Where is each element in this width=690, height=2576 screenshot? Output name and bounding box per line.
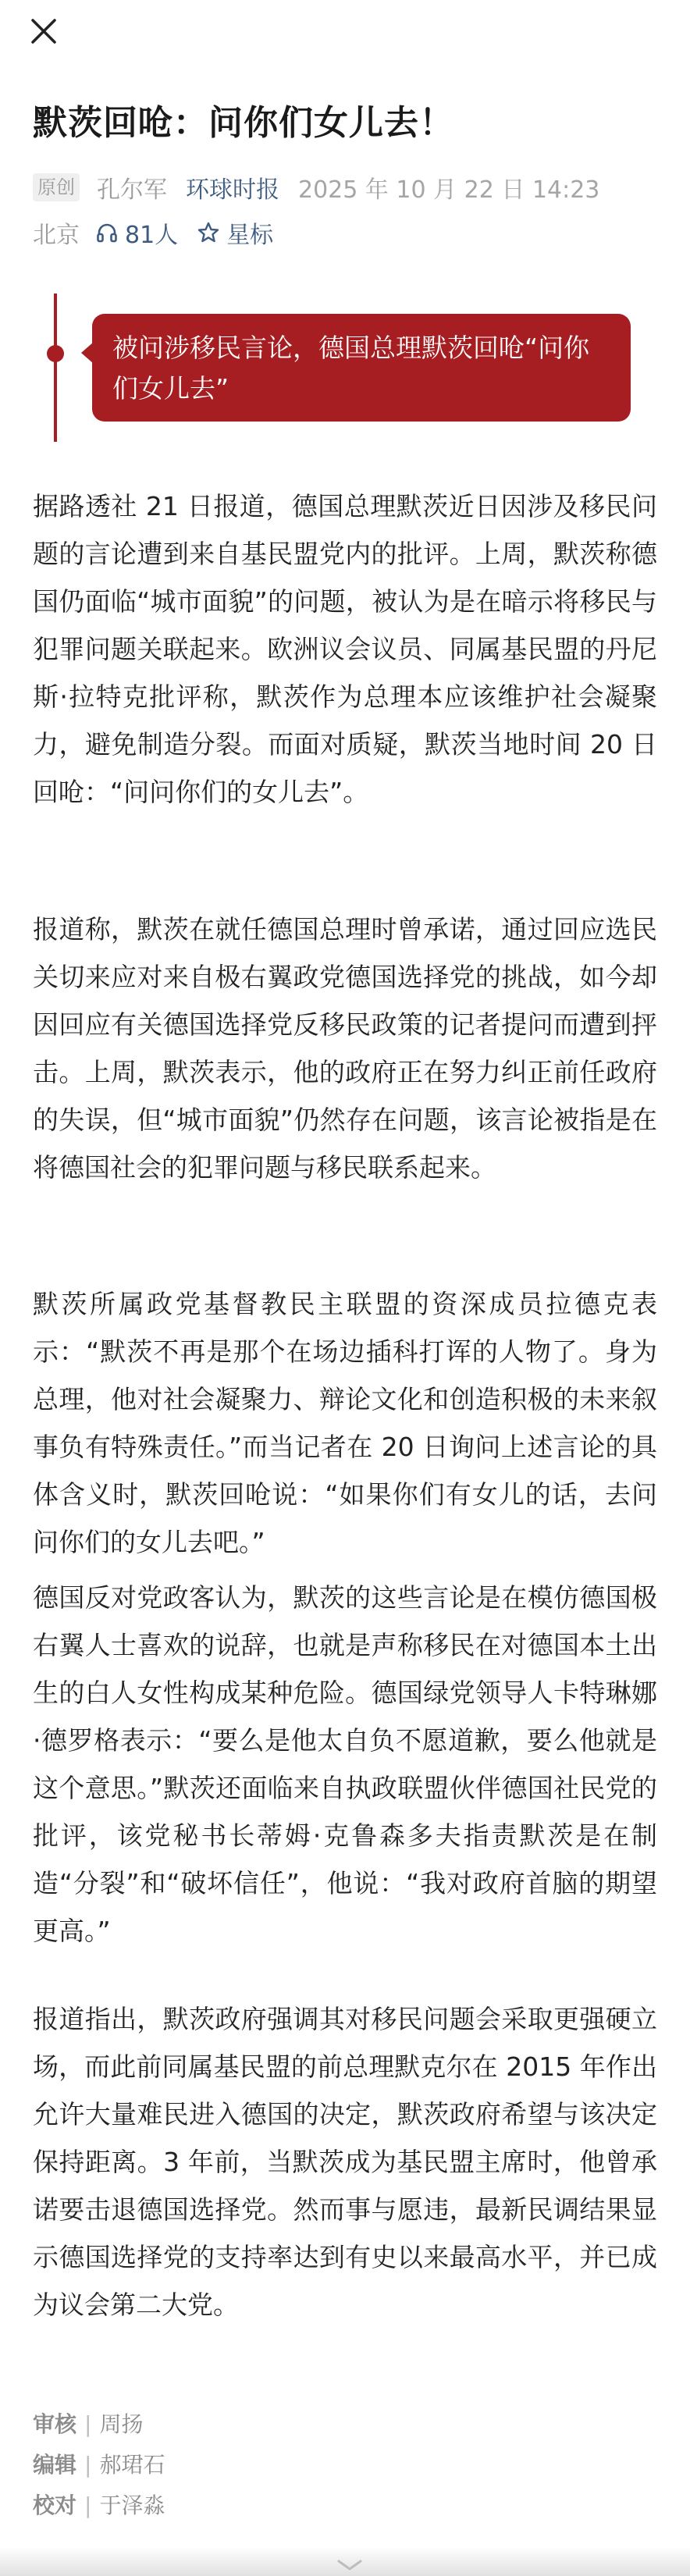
summary-timeline-line <box>54 294 57 442</box>
author-name: 孔尔军 <box>97 176 167 204</box>
location: 北京 <box>33 222 80 249</box>
headphones-icon <box>95 221 119 244</box>
editor-credits <box>33 2404 501 2526</box>
credit-separator: | <box>84 2411 92 2437</box>
article-meta-secondary <box>33 215 673 250</box>
original-badge: 原创 <box>33 173 80 201</box>
star-icon <box>197 221 220 244</box>
source-account-link[interactable]: 环球时报 <box>186 176 279 204</box>
credit-label: 编辑 <box>33 2452 77 2478</box>
chevron-down-icon[interactable] <box>326 2554 373 2576</box>
publish-time: 2025 年 10 月 22 日 14:23 <box>298 176 600 204</box>
listen-button[interactable] <box>95 215 178 250</box>
credit-name: 郝珺石 <box>99 2452 165 2478</box>
credit-editor <box>33 2445 501 2485</box>
star-label: 星标 <box>226 222 274 249</box>
article-paragraph-1: 据路透社 21 日报道，德国总理默茨近日因涉及移民问题的言论遭到来自基民盟党内的批评。上周，默茨称德国仍面临“城市面貌”的问题，被认为是在暗示将移民与犯罪问题关联起来。欧洲议会议员、同属基民盟的丹尼斯·拉特克批评称，默茨作为总理本应该维护社会凝聚力，避免制造分裂。而面对质疑，默茨当地时间 20 日回呛：“问问你们的女儿去”。 <box>33 491 657 807</box>
article-summary: 被问涉移民言论，德国总理默茨回呛“问你们女儿去” <box>92 314 631 422</box>
credit-label: 审核 <box>33 2411 77 2437</box>
credit-name: 于泽淼 <box>99 2492 165 2518</box>
summary-timeline-dot <box>47 345 64 362</box>
close-button[interactable] <box>27 14 61 48</box>
article-meta <box>33 170 673 205</box>
top-bar <box>0 0 690 62</box>
star-button[interactable] <box>197 215 273 250</box>
listener-count: 81人 <box>125 222 179 249</box>
close-icon[interactable] <box>30 17 58 45</box>
credit-label: 校对 <box>33 2492 77 2518</box>
article-paragraph-3: 默茨所属政党基督教民主联盟的资深成员拉德克表示：“默茨不再是那个在场边插科打诨的人物了。身为总理，他对社会凝聚力、辩论文化和创造积极的未来叙事负有特殊责任。”而当记者在 20 日询问上述言论的具体含义时，默茨回呛说：“如果你们有女儿的话，去问问你们的女儿去吧。” <box>33 1289 657 1557</box>
article-paragraph-4: 德国反对党政客认为，默茨的这些言论是在模仿德国极右翼人士喜欢的说辞，也就是声称移民在对德国本土出生的白人女性构成某种危险。德国绿党领导人卡特琳娜·德罗格表示：“要么是他太自负不愿道歉，要么他就是这个意思。”默茨还面临来自执政联盟伙伴德国社民党的批评，该党秘书长蒂姆·克鲁森多夫指责默茨是在制造“分裂”和“破坏信任”，他说：“我对政府首脑的期望更高。” <box>33 1582 657 1946</box>
article-title: 默茨回呛：问你们女儿去！ <box>33 103 454 143</box>
credit-proofreader <box>33 2485 501 2526</box>
credit-separator: | <box>84 2452 92 2478</box>
article-paragraph-5: 报道指出，默茨政府强调其对移民问题会采取更强硬立场，而此前同属基民盟的前总理默克尔在 2015 年作出允许大量难民进入德国的决定，默茨政府希望与该决定保持距离。3 年前，当默茨成为基民盟主席时，他曾承诺要击退德国选择党。然而事与愿违，最新民调结果显示德国选择党的支持率达到有史以来最高水平，并已成为议会第二大党。 <box>33 2004 657 2320</box>
article-paragraph-2: 报道称，默茨在就任德国总理时曾承诺，通过回应选民关切来应对来自极右翼政党德国选择党的挑战，如今却因回应有关德国选择党反移民政策的记者提问而遭到抨击。上周，默茨表示，他的政府正在努力纠正前任政府的失误，但“城市面貌”仍然存在问题，该言论被指是在将德国社会的犯罪问题与移民联系起来。 <box>33 914 657 1183</box>
credit-name: 周扬 <box>99 2411 144 2437</box>
credit-separator: | <box>84 2492 92 2518</box>
credit-reviewer <box>33 2404 501 2445</box>
